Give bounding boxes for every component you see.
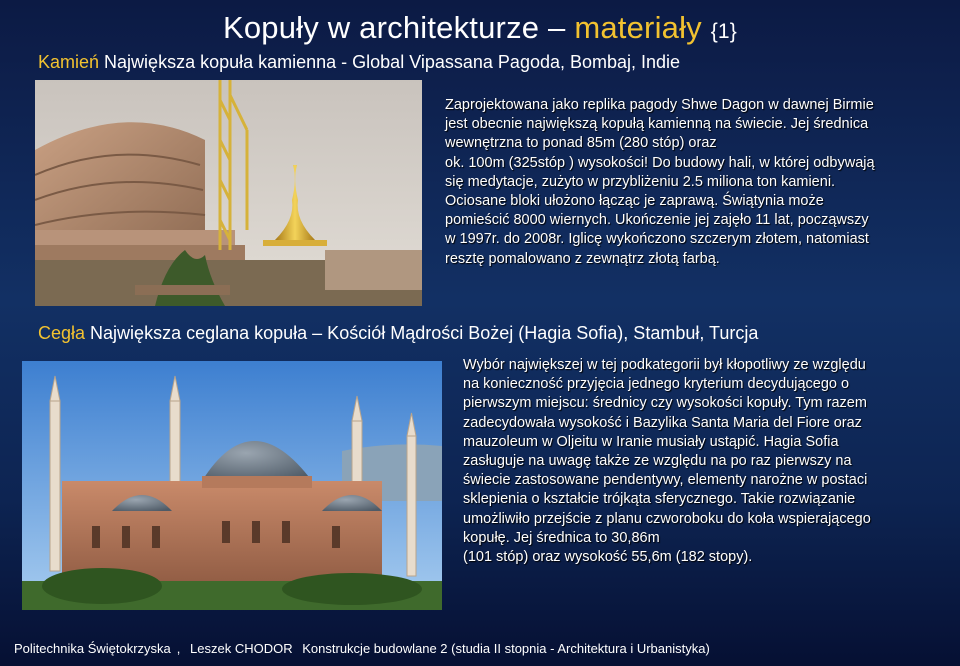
description-line: wewnętrzna to ponad 85m (280 stóp) oraz <box>445 135 717 152</box>
section2-heading <box>38 323 758 344</box>
section2-label: Cegła <box>38 323 86 343</box>
description-line: mauzoleum w Oljeitu w Iranie musiały ustąpić. Hagia Sofia <box>463 433 839 450</box>
description-line: jest obecnie największą kopułą kamienną na świecie. Jej średnica <box>445 116 869 133</box>
footer-author: Leszek CHODOR <box>190 641 293 656</box>
title-main: Kopuły w architekturze <box>222 10 540 45</box>
description-line: Wybór największej w tej podkategorii był kłopotliwy ze względu <box>463 357 866 373</box>
hagia-sophia-photo <box>22 361 442 610</box>
description-line: pierwszym miejscu: średnicy czy wysokości kopuły. Tym razem <box>463 395 867 412</box>
description-line: Zaprojektowana jako replika pagody Shwe Dagon w dawnej Birmie <box>445 97 874 113</box>
description-line: (101 stóp) oraz wysokość 55,6m (182 stopy). <box>463 549 753 566</box>
description-line: Ociosane bloki ułożono łącząc je zaprawą. Świątynia może <box>445 193 824 210</box>
footer <box>14 641 710 656</box>
description-line: ok. 100m (325stóp ) wysokości! Do budowy hali, w której odbywają <box>445 154 875 171</box>
section1-title: Największa kopuła kamienna - Global Vipassana Pagoda, Bombaj, Indie <box>104 52 681 72</box>
footer-separator: , <box>176 641 181 656</box>
description-line: w 1997r. do 2008r. Iglicę wykończono szczerym złotem, natomiast <box>445 231 869 248</box>
description-line: na konieczność przyjęcia jednego kryterium decydującego o <box>463 376 850 393</box>
title-dash: – <box>548 10 566 45</box>
section1-heading <box>38 52 680 73</box>
title-accent: materiały <box>574 10 702 45</box>
footer-course: Konstrukcje budowlane 2 (studia II stopnia - Architektura i Urbanistyka) <box>302 641 710 656</box>
section1-description <box>445 96 915 269</box>
description-line: resztę pomalowano z zewnątrz złotą farbą. <box>445 250 720 267</box>
title-number: {1} <box>710 20 738 43</box>
section1-label: Kamień <box>38 52 100 72</box>
section2-description <box>463 356 933 567</box>
description-line: zasługuje na uwagę także ze względu na po raz pierwszy na <box>463 453 852 470</box>
description-line: pomieścić 8000 wiernych. Ukończenie jej zajęło 11 lat, począwszy <box>445 212 869 229</box>
description-line: zadecydowała wysokość i Bazylika Santa Maria del Fiore oraz <box>463 414 862 431</box>
section2-title: Największa ceglana kopuła – Kościół Mądrości Bożej (Hagia Sofia), Stambuł, Turcja <box>90 323 759 343</box>
description-line: świecie zastosowane pendentywy, elementy narożne w postaci <box>463 472 868 489</box>
footer-university: Politechnika Świętokrzyska <box>14 641 171 656</box>
description-line: kopułę. Jej średnica to 30,86m <box>463 529 660 546</box>
description-line: sklepienia o kształcie trójkąta sferycznego. Takie rozwiązanie <box>463 491 856 508</box>
pagoda-photo <box>35 80 422 306</box>
description-line: się medytacje, zużyto w przybliżeniu 2.5 miliona ton kamieni. <box>445 173 836 190</box>
slide-title <box>0 10 960 46</box>
description-line: umożliwiło przejście z planu czworoboku do koła wspierającego <box>463 510 871 527</box>
